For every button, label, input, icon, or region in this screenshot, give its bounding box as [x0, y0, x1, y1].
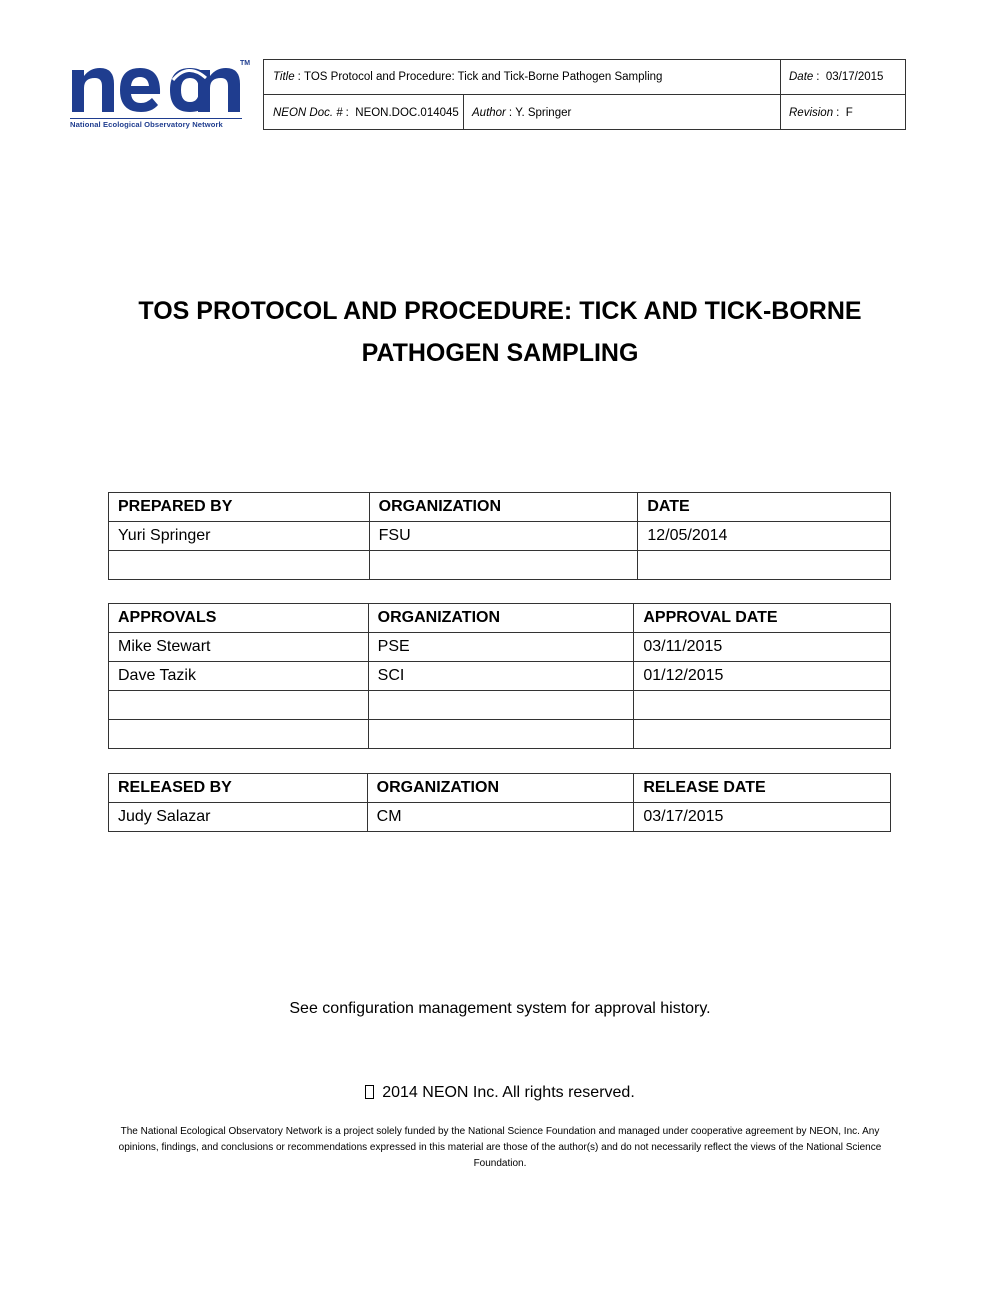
header-author: Author : Y. Springer — [472, 106, 572, 119]
neon-wordmark-icon — [70, 60, 242, 116]
table-header-cell: ORGANIZATION — [367, 774, 634, 803]
table-row — [109, 522, 891, 551]
logo-tagline: National Ecological Observatory Network — [70, 118, 242, 129]
table-cell — [109, 551, 370, 580]
table-cell — [369, 551, 638, 580]
table-header-cell: ORGANIZATION — [368, 604, 634, 633]
table-header-cell: APPROVAL DATE — [634, 604, 891, 633]
document-header-box — [263, 59, 906, 130]
table-header-cell: RELEASED BY — [109, 774, 368, 803]
author-label: Author — [472, 106, 506, 119]
table-cell: 03/17/2015 — [634, 803, 891, 832]
table-header-row — [109, 493, 891, 522]
table-cell: 12/05/2014 — [638, 522, 891, 551]
document-title-line-1: TOS PROTOCOL AND PROCEDURE: TICK AND TICK-BORNE — [138, 297, 862, 325]
date-label: Date — [789, 71, 814, 83]
revision-value: F — [845, 106, 853, 119]
table-header-cell: DATE — [638, 493, 891, 522]
header-title: Title : TOS Protocol and Procedure: Tick and Tick-Borne Pathogen Sampling — [273, 71, 663, 83]
doc-number-label: NEON Doc. # — [273, 106, 343, 119]
prepared-by-table — [108, 492, 891, 580]
table-cell — [109, 691, 369, 720]
table-header-row — [109, 604, 891, 633]
copyright-icon — [365, 1085, 374, 1099]
table-cell: 01/12/2015 — [634, 662, 891, 691]
table-cell: Judy Salazar — [109, 803, 368, 832]
approvals-table — [108, 603, 891, 749]
table-cell: Mike Stewart — [109, 633, 369, 662]
table-cell: CM — [367, 803, 634, 832]
table-header-cell: ORGANIZATION — [369, 493, 638, 522]
title-label: Title — [273, 71, 295, 83]
table-cell: Dave Tazik — [109, 662, 369, 691]
table-cell — [634, 691, 891, 720]
table-row — [109, 691, 891, 720]
table-cell: SCI — [368, 662, 634, 691]
document-title — [100, 290, 900, 374]
table-header-cell: PREPARED BY — [109, 493, 370, 522]
funding-disclaimer: The National Ecological Observatory Network is a project solely funded by the National Science Foundation and managed under cooperative agreement by NEON, Inc. Any opinions, findings, and conclusions or recommendations expressed in this material are those of the author(s) and do not necessarily reflect the views of the National Science Foundation. — [118, 1126, 882, 1169]
table-cell — [368, 720, 634, 749]
header-doc-number: NEON Doc. # : NEON.DOC.014045 — [273, 106, 459, 119]
config-management-note: See configuration management system for approval history. — [289, 1000, 711, 1017]
copyright-line — [100, 1084, 900, 1102]
neon-logo — [70, 60, 251, 132]
table-cell — [638, 551, 891, 580]
table-cell — [368, 691, 634, 720]
released-by-table — [108, 773, 891, 832]
table-header-cell: APPROVALS — [109, 604, 369, 633]
author-value: Y. Springer — [515, 106, 572, 119]
table-header-row — [109, 774, 891, 803]
document-title-line-2: PATHOGEN SAMPLING — [361, 339, 639, 367]
header-date: Date : 03/17/2015 — [789, 71, 884, 83]
doc-number-value: NEON.DOC.014045 — [355, 106, 459, 119]
title-value: TOS Protocol and Procedure: Tick and Tick-Borne Pathogen Sampling — [304, 71, 663, 83]
table-cell: Yuri Springer — [109, 522, 370, 551]
date-value: 03/17/2015 — [825, 71, 884, 83]
table-header-cell: RELEASE DATE — [634, 774, 891, 803]
table-row — [109, 720, 891, 749]
table-cell — [634, 720, 891, 749]
revision-label: Revision — [789, 106, 834, 119]
table-row — [109, 662, 891, 691]
table-cell: PSE — [368, 633, 634, 662]
copyright-text: 2014 NEON Inc. All rights reserved. — [382, 1084, 635, 1101]
table-cell: FSU — [369, 522, 638, 551]
table-row — [109, 803, 891, 832]
header-revision: Revision : F — [789, 106, 853, 119]
table-row — [109, 633, 891, 662]
table-row — [109, 551, 891, 580]
table-cell: 03/11/2015 — [634, 633, 891, 662]
trademark-mark: TM — [240, 60, 251, 67]
table-cell — [109, 720, 369, 749]
